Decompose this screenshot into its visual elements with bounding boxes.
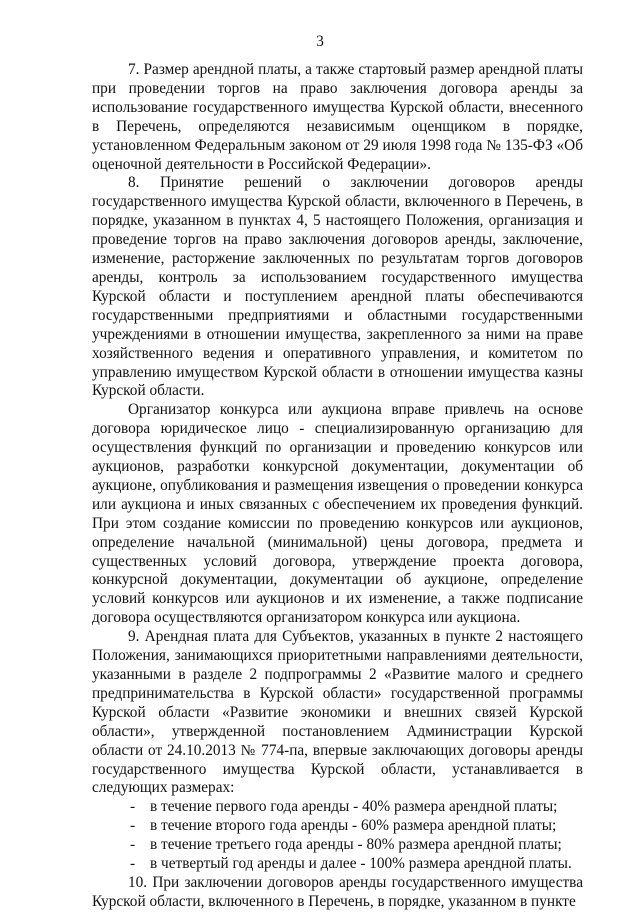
list-item xyxy=(92,817,583,836)
list-item-text: в четвертый год аренды и далее - 100% размера арендной платы. xyxy=(150,855,572,873)
page-number: 3 xyxy=(316,33,324,50)
paragraph-8: 8. Принятие решений о заключении договоров аренды государственного имущества Курской области, включенного в Перечень, в порядке, указанном в пунктах 4, 5 настоящего Положения, организация и проведение торгов на право заключения договоров аренды, заключение, изменение, расторжение заключенных по результатам торгов договоров аренды, контроль за использованием государственного имущества Курской области и поступлением арендной платы обеспечиваются государственными предприятиями и областными государственными учреждениями в отношении имущества, закрепленного за ними на праве хозяйственного ведения и оперативного управления, и комитетом по управлению имуществом Курской области в отношении имущества казны Курской области. xyxy=(92,174,583,400)
list-item xyxy=(92,855,583,874)
paragraph-organizer: Организатор конкурса или аукциона вправе привлечь на основе договора юридическое лицо - специализированную организацию для осуществления функций по организации и проведению конкурсов или аукционов, разработки конкурсной документации, документации об аукционе, опубликования и размещения извещения о проведении конкурса или аукциона и иных связанных с обеспечением их проведения функций. При этом создание комиссии по проведению конкурсов или аукционов, определение начальной (минимальной) цены договора, предмета и существенных условий договора, утверждение проекта договора, конкурсной документации, документации об аукционе, определение условий конкурсов или аукционов и их изменение, а также подписание договора осуществляются организатором конкурса или аукциона. xyxy=(92,401,583,627)
list-item xyxy=(92,798,583,817)
list-item-text: в течение третьего года аренды - 80% размера арендной платы; xyxy=(150,836,562,854)
paragraph-10: 10. При заключении договоров аренды государственного имущества Курской области, включенного в Перечень, в порядке, указанном в пункте xyxy=(92,873,583,910)
list-dash: - xyxy=(130,836,136,854)
list-dash: - xyxy=(130,855,136,873)
list-item xyxy=(92,836,583,855)
paragraph-9: 9. Арендная плата для Субъектов, указанных в пункте 2 настоящего Положения, занимающихся приоритетными направлениями деятельности, указанными в разделе 2 подпрограммы 2 «Развитие малого и среднего предпринимательства в Курской области» государственной программы Курской области «Развитие экономики и внешних связей Курской области», утвержденной постановлением Администрации Курской области от 24.10.2013 № 774-па, впервые заключающих договоры аренды государственного имущества Курской области, устанавливается в следующих размерах: xyxy=(92,628,583,797)
list-item-text: в течение второго года аренды - 60% размера арендной платы; xyxy=(150,817,557,835)
paragraph-7: 7. Размер арендной платы, а также стартовый размер арендной платы при проведении торгов на право заключения договора аренды за использование государственного имущества Курской области, внесенного в Перечень, определяются независимым оценщиком в порядке, установленном Федеральным законом от 29 июля 1998 года № 135-ФЗ «Об оценочной деятельности в Российской Федерации». xyxy=(92,61,583,173)
list-dash: - xyxy=(130,817,136,835)
list-item-text: в течение первого года аренды - 40% размера арендной платы; xyxy=(150,798,558,816)
list-dash: - xyxy=(130,798,136,816)
document-body xyxy=(92,61,583,912)
rent-rate-list xyxy=(92,798,583,874)
